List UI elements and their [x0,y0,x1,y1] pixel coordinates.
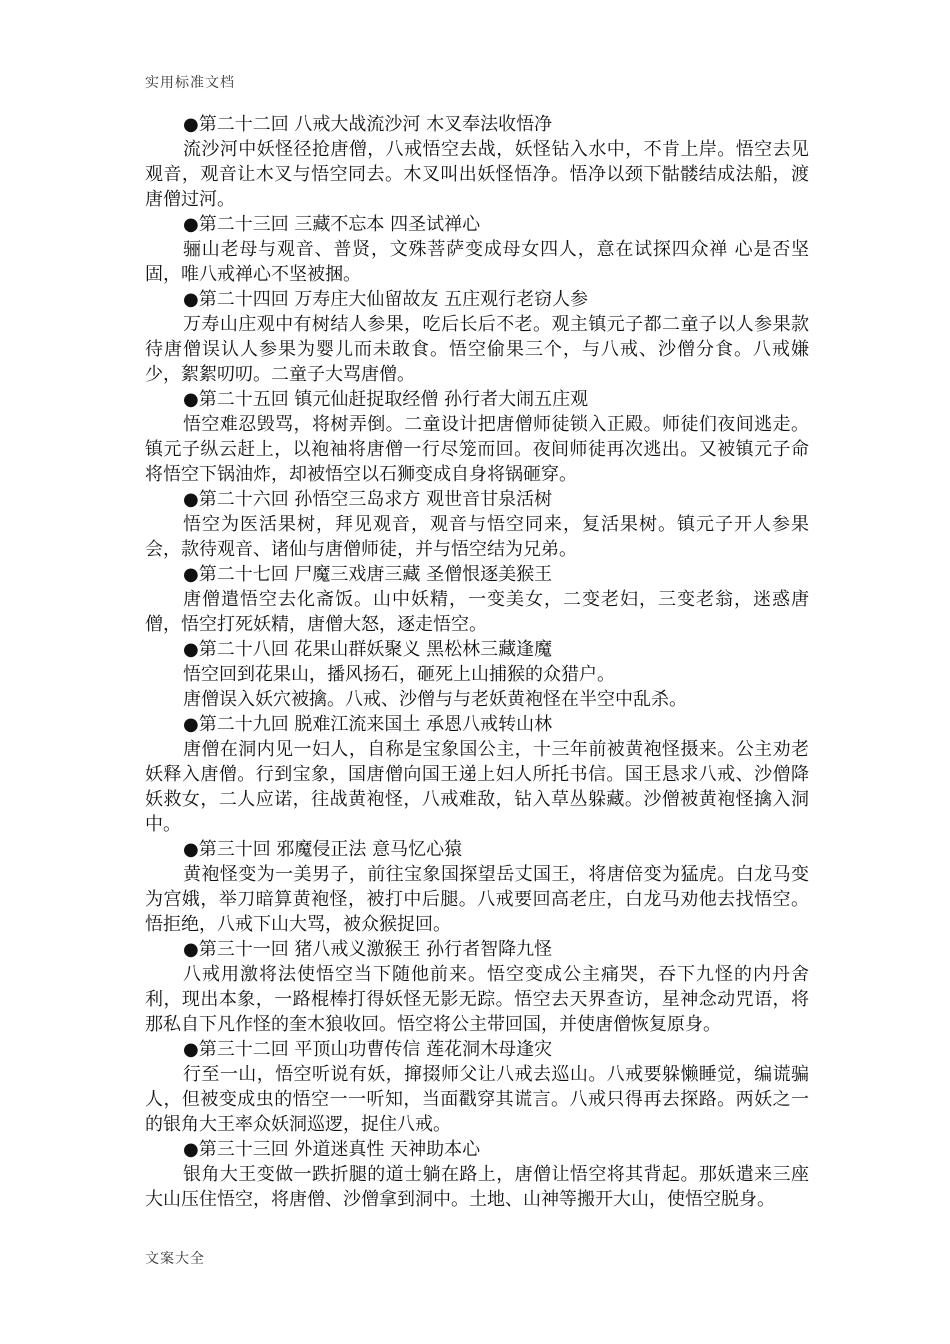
chapter-summary: 行至一山，悟空听说有妖，撺掇师父让八戒去巡山。八戒要躲懒睡觉，编谎骗人，但被变成虫的悟空一一听知，当面戳穿其谎言。八戒只得再去探路。两妖之一的银角大王率众妖洞巡逻，捉住八戒。 [145,1064,809,1135]
page-header: 实用标准文档 [145,75,235,91]
chapter-heading: ●第二十八回 花果山群妖聚义 黑松林三藏逢魔 [183,639,553,660]
page-footer: 文案大全 [145,1251,205,1267]
chapter-heading: ●第三十回 邪魔侵正法 意马忆心猿 [183,839,463,860]
chapter-heading: ●第二十七回 尸魔三戏唐三藏 圣僧恨逐美猴王 [183,564,553,585]
chapter-summary: 唐僧在洞内见一妇人，自称是宝象国公主，十三年前被黄袍怪摄来。公主劝老妖释入唐僧。行到宝象，国唐僧向国王递上妇人所托书信。国王恳求八戒、沙僧降妖救女，二人应诺，往战黄袍怪，八戒难敌，钻入草丛躲藏。沙僧被黄袍怪擒入洞中。 [145,739,809,835]
chapter-summary: 唐僧误入妖穴被擒。八戒、沙僧与与老妖黄袍怪在半空中乱杀。 [183,689,687,710]
chapter-summary: 万寿山庄观中有树结人参果，吃后长后不老。观主镇元子都二童子以人参果款待唐僧误认人参果为婴儿而未敢食。悟空偷果三个，与八戒、沙僧分食。八戒嫌少，絮絮叨叨。二童子大骂唐僧。 [145,314,809,385]
chapter-heading: ●第二十九回 脱难江流来国土 承恩八戒转山林 [183,714,553,735]
chapter-heading: ●第三十一回 猪八戒义激猴王 孙行者智降九怪 [183,939,553,960]
chapter-summary: 骊山老母与观音、普贤，文殊菩萨变成母女四人，意在试探四众禅 心是否坚固，唯八戒禅心不坚被捆。 [145,239,809,285]
chapter-summary: 八戒用激将法使悟空当下随他前来。悟空变成公主痛哭，吞下九怪的内丹舍利，现出本象，一路棍棒打得妖怪无影无踪。悟空去天界查访，星神念动咒语，将那私自下凡作怪的奎木狼收回。悟空将公主带回国，并使唐僧恢复原身。 [145,964,809,1035]
chapter-summary: 银角大王变做一跌折腿的道士躺在路上，唐僧让悟空将其背起。那妖遣来三座大山压住悟空，将唐僧、沙僧拿到洞中。土地、山神等搬开大山，使悟空脱身。 [145,1164,809,1210]
chapter-summary: 悟空难忍毁骂，将树弄倒。二童设计把唐僧师徒锁入正殿。师徒们夜间逃走。镇元子纵云赶上，以袍袖将唐僧一行尽笼而回。夜间师徒再次逃出。又被镇元子命将悟空下锅油炸，却被悟空以石狮变成自身将锅砸穿。 [145,414,809,485]
chapter-heading: ●第三十三回 外道迷真性 天神助本心 [183,1139,481,1160]
chapter-heading: ●第二十六回 孙悟空三岛求方 观世音甘泉活树 [183,489,553,510]
chapter-heading: ●第二十四回 万寿庄大仙留故友 五庄观行老窃人参 [183,289,589,310]
document-body [145,112,809,1212]
chapter-summary: 唐僧遣悟空去化斋饭。山中妖精，一变美女，二变老妇，三变老翁，迷惑唐僧，悟空打死妖精，唐僧大怒，逐走悟空。 [145,589,809,635]
chapter-heading: ●第二十五回 镇元仙赶捉取经僧 孙行者大闹五庄观 [183,389,589,410]
chapter-summary: 黄袍怪变为一美男子，前往宝象国探望岳丈国王，将唐倍变为猛虎。白龙马变为宫娥，举刀暗算黄袍怪，被打中后腿。八戒要回高老庄，白龙马劝他去找悟空。悟拒绝，八戒下山大骂，被众猴捉回。 [145,864,809,935]
chapter-heading: ●第三十二回 平顶山功曹传信 莲花洞木母逢灾 [183,1039,553,1060]
chapter-heading: ●第二十二回 八戒大战流沙河 木叉奉法收悟净 [183,114,553,135]
chapter-summary: 悟空回到花果山，播风扬石，砸死上山捕猴的众猎户。 [183,664,615,685]
chapter-summary: 流沙河中妖怪径抢唐僧，八戒悟空去战，妖怪钻入水中，不肯上岸。悟空去见观音，观音让木叉与悟空同去。木叉叫出妖怪悟净。悟净以颈下骷髅结成法船，渡唐僧过河。 [145,139,809,210]
chapter-summary: 悟空为医活果树，拜见观音，观音与悟空同来，复活果树。镇元子开人参果会，款待观音、诸仙与唐僧师徒，并与悟空结为兄弟。 [145,514,809,560]
chapter-heading: ●第二十三回 三藏不忘本 四圣试禅心 [183,214,481,235]
